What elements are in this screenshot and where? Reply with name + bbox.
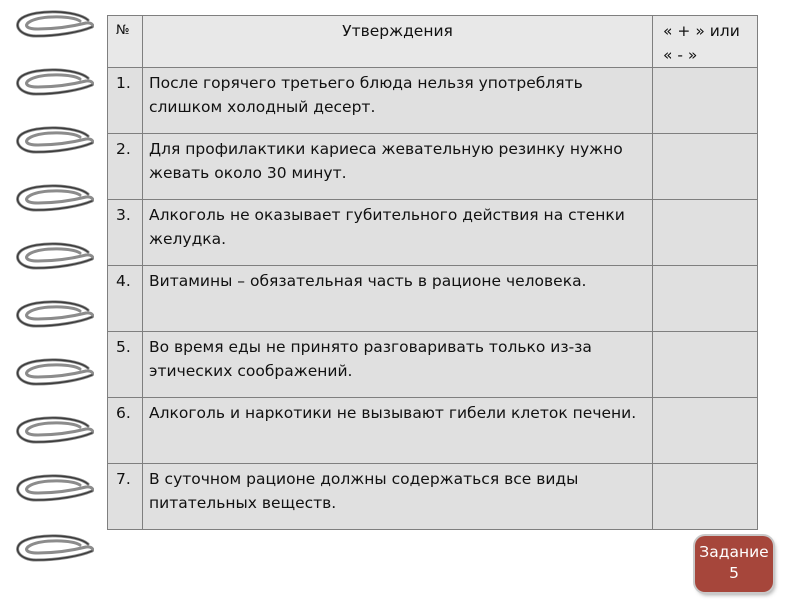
table-row: [108, 398, 758, 464]
spiral-ring-icon: [14, 300, 94, 334]
row-statement: В суточном рационе должны содержаться все виды питательных веществ.: [143, 464, 653, 530]
header-number: №: [108, 16, 143, 68]
table-row: [108, 266, 758, 332]
row-answer-cell[interactable]: [653, 68, 758, 134]
row-statement: Алкоголь и наркотики не вызывают гибели клеток печени.: [143, 398, 653, 464]
row-number: 6.: [108, 398, 143, 464]
row-number: 2.: [108, 134, 143, 200]
row-statement: Во время еды не принято разговаривать только из-за этических соображений.: [143, 332, 653, 398]
spiral-ring-icon: [14, 184, 94, 218]
task-label: Задание: [699, 543, 769, 561]
table-row: [108, 68, 758, 134]
table-row: [108, 332, 758, 398]
header-mark-line2: « - »: [663, 46, 698, 64]
task-number: 5: [729, 564, 739, 582]
row-answer-cell[interactable]: [653, 134, 758, 200]
header-statements: Утверждения: [143, 16, 653, 68]
spiral-ring-icon: [14, 474, 94, 508]
row-number: 1.: [108, 68, 143, 134]
row-answer-cell[interactable]: [653, 266, 758, 332]
task-5-button[interactable]: [695, 536, 773, 592]
row-number: 7.: [108, 464, 143, 530]
table-row: [108, 200, 758, 266]
row-answer-cell[interactable]: [653, 398, 758, 464]
statements-table: [107, 15, 758, 530]
spiral-ring-icon: [14, 534, 94, 568]
row-statement: Алкоголь не оказывает губительного действия на стенки желудка.: [143, 200, 653, 266]
table-header-row: [108, 16, 758, 68]
row-number: 5.: [108, 332, 143, 398]
spiral-binding: [0, 0, 100, 600]
row-statement: Для профилактики кариеса жевательную резинку нужно жевать около 30 минут.: [143, 134, 653, 200]
spiral-ring-icon: [14, 242, 94, 276]
spiral-ring-icon: [14, 68, 94, 102]
row-answer-cell[interactable]: [653, 464, 758, 530]
spiral-ring-icon: [14, 416, 94, 450]
header-mark-line1: « + » или: [663, 22, 740, 40]
header-mark: [653, 16, 758, 68]
row-answer-cell[interactable]: [653, 332, 758, 398]
spiral-ring-icon: [14, 10, 94, 44]
row-number: 4.: [108, 266, 143, 332]
table-row: [108, 134, 758, 200]
row-statement: Витамины – обязательная часть в рационе человека.: [143, 266, 653, 332]
spiral-ring-icon: [14, 358, 94, 392]
row-answer-cell[interactable]: [653, 200, 758, 266]
spiral-ring-icon: [14, 126, 94, 160]
table-row: [108, 464, 758, 530]
row-statement: После горячего третьего блюда нельзя употреблять слишком холодный десерт.: [143, 68, 653, 134]
row-number: 3.: [108, 200, 143, 266]
